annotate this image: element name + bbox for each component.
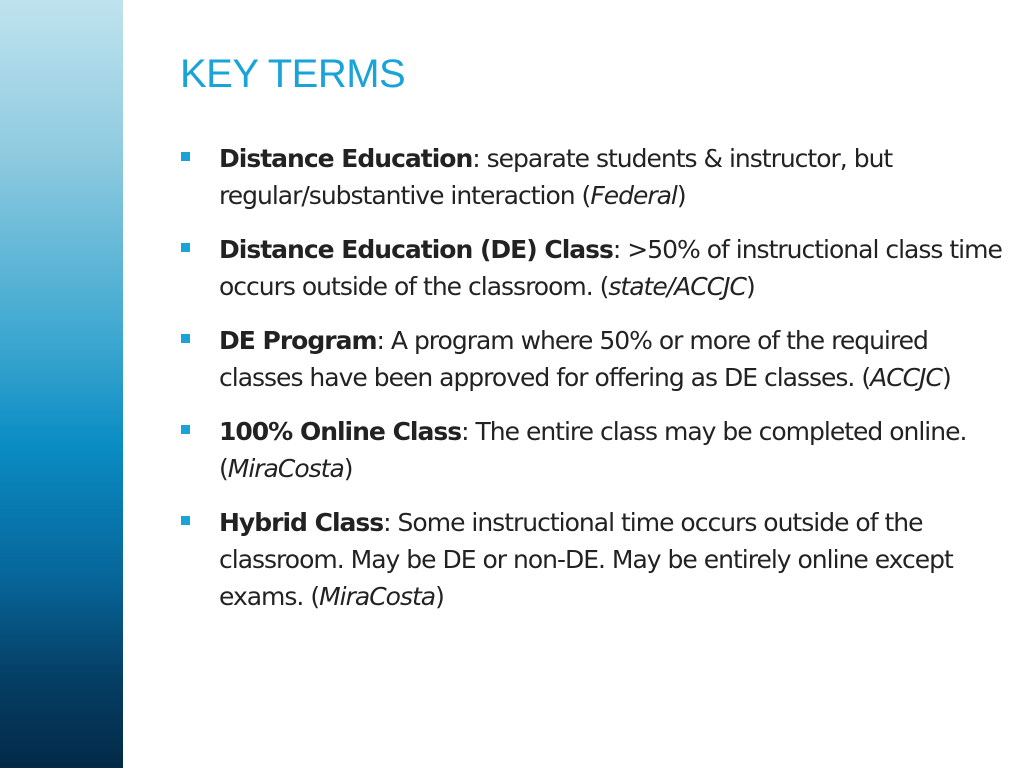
term-item-de-class: Distance Education (DE) Class: >50% of instructional class time occurs outside of the classroom. (state/ACCJC) [181,231,1011,305]
term-item-de-program: DE Program: A program where 50% or more of the required classes have been approved for offering as DE classes. (ACCJC) [181,322,1011,396]
square-bullet-icon [181,425,190,434]
term-definition: A program where 50% or more of the required classes have been approved for offering as DE classes. [219,326,928,392]
slide-title: KEY TERMS [180,52,406,96]
square-bullet-icon [181,334,190,343]
term-source: state/ACCJC [608,272,747,301]
term-definition: Some instructional time occurs outside of the classroom. May be DE or non-DE. May be entirely online except exams. [219,508,953,611]
term-item-online-class: 100% Online Class: The entire class may be completed online. (MiraCosta) [181,413,1011,487]
term-source: ACCJC [870,363,942,392]
square-bullet-icon [181,516,190,525]
term-item-distance-education: Distance Education: separate students & instructor, but regular/substantive interaction (Federal) [181,140,1011,214]
square-bullet-icon [181,243,190,252]
term-source: MiraCosta [227,454,344,483]
key-terms-list [181,140,1011,632]
term-name: DE Program [219,326,377,355]
side-gradient-band [0,0,123,768]
term-name: 100% Online Class [219,417,462,446]
term-item-hybrid-class: Hybrid Class: Some instructional time occurs outside of the classroom. May be DE or non-DE. May be entirely online except exams. (MiraCosta) [181,504,1011,615]
term-name: Distance Education [219,144,473,173]
term-definition: >50% of instructional class time occurs outside of the classroom. [219,235,1002,301]
term-name: Distance Education (DE) Class [219,235,613,264]
term-source: MiraCosta [319,582,436,611]
term-definition: The entire class may be completed online. [475,417,967,446]
term-name: Hybrid Class [219,508,384,537]
term-definition: separate students & instructor, but regular/substantive interaction [219,144,893,210]
square-bullet-icon [181,152,190,161]
term-source: Federal [590,181,677,210]
